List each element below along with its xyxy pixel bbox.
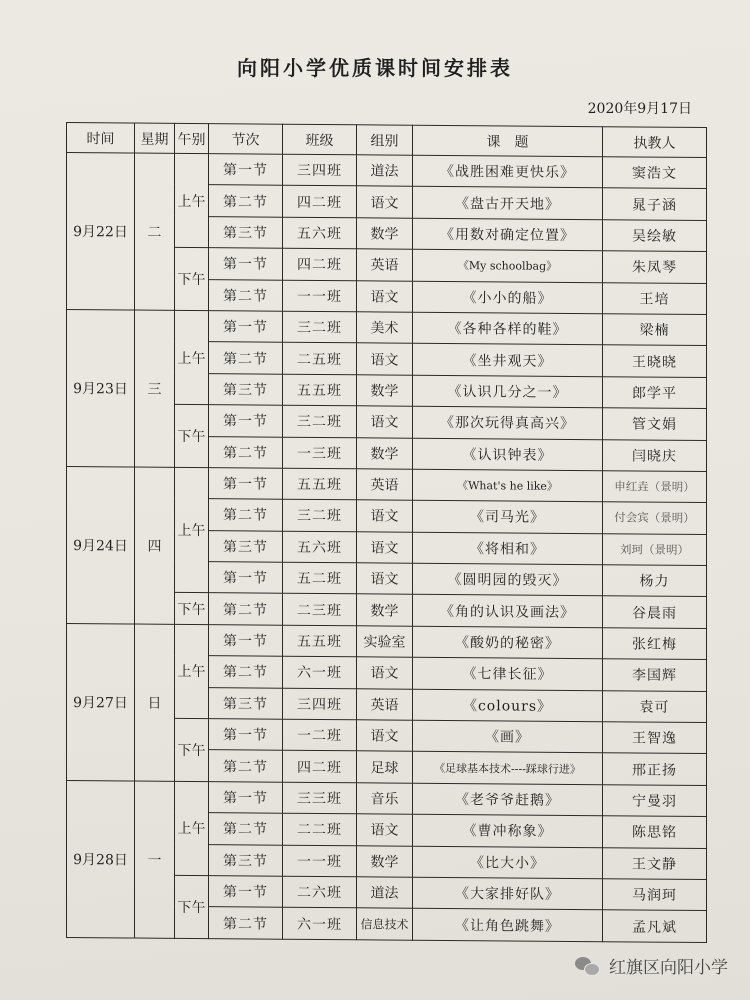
teacher-cell: 李国辉 xyxy=(603,659,707,691)
header-time: 时间 xyxy=(67,123,135,154)
table-row xyxy=(67,623,707,659)
group-cell: 语文 xyxy=(357,563,413,595)
header-period: 节次 xyxy=(209,124,283,155)
teacher-cell: 郎学平 xyxy=(603,376,707,408)
group-cell: 语文 xyxy=(357,280,413,312)
group-cell: 语文 xyxy=(357,500,413,532)
group-cell: 音乐 xyxy=(357,783,413,815)
class-cell: 四二班 xyxy=(283,248,357,280)
class-cell: 二三班 xyxy=(283,594,357,626)
class-cell: 一二班 xyxy=(283,719,357,751)
teacher-cell: 刘珂（景明） xyxy=(603,533,707,565)
group-cell: 道法 xyxy=(357,877,413,909)
period-cell: 第二节 xyxy=(209,499,283,531)
period-cell: 第一节 xyxy=(209,468,283,500)
group-cell: 语文 xyxy=(357,657,413,689)
schedule-table xyxy=(66,122,707,943)
date-cell: 9月22日 xyxy=(67,153,135,310)
group-cell: 数学 xyxy=(357,437,413,469)
period-cell: 第三节 xyxy=(209,844,283,876)
date-cell: 9月24日 xyxy=(67,466,135,623)
course-cell: 《各种各样的鞋》 xyxy=(413,312,603,345)
group-cell: 数学 xyxy=(357,375,413,407)
teacher-cell: 申红垚（景明） xyxy=(603,471,707,503)
group-cell: 英语 xyxy=(357,469,413,501)
course-cell: 《圆明园的毁灭》 xyxy=(413,563,603,596)
teacher-cell: 王培 xyxy=(603,282,707,314)
group-cell: 英语 xyxy=(357,688,413,720)
class-cell: 三四班 xyxy=(283,688,357,720)
course-cell: 《足球基本技术----踩球行进》 xyxy=(413,752,603,785)
course-cell: 《曹冲称象》 xyxy=(413,814,603,847)
class-cell: 二六班 xyxy=(283,876,357,908)
teacher-cell: 宁曼羽 xyxy=(603,785,707,817)
class-cell: 五二班 xyxy=(283,562,357,594)
period-cell: 第二节 xyxy=(209,813,283,845)
weekday-cell: 日 xyxy=(135,624,175,781)
date-cell: 9月23日 xyxy=(67,309,135,466)
class-cell: 一一班 xyxy=(283,280,357,312)
period-cell: 第一节 xyxy=(209,562,283,594)
table-row xyxy=(67,466,707,502)
teacher-cell: 王文静 xyxy=(603,847,707,879)
class-cell: 一一班 xyxy=(283,845,357,877)
period-cell: 第三节 xyxy=(209,530,283,562)
class-cell: 五五班 xyxy=(283,468,357,500)
header-weekday: 星期 xyxy=(135,123,175,153)
course-cell: 《让角色跳舞》 xyxy=(413,909,603,942)
period-cell: 第一节 xyxy=(209,624,283,656)
teacher-cell: 孟凡斌 xyxy=(603,910,707,942)
class-cell: 五六班 xyxy=(283,217,357,249)
group-cell: 道法 xyxy=(357,155,413,187)
period-cell: 第三节 xyxy=(209,216,283,248)
course-cell: 《角的认识及画法》 xyxy=(413,595,603,628)
course-cell: 《用数对确定位置》 xyxy=(413,218,603,251)
course-cell: 《认识几分之一》 xyxy=(413,375,603,408)
class-cell: 三三班 xyxy=(283,782,357,814)
group-cell: 数学 xyxy=(357,594,413,626)
watermark-text: 红旗区向阳小学 xyxy=(609,958,728,978)
wechat-icon xyxy=(575,955,601,977)
teacher-cell: 付会宾（景明） xyxy=(603,502,707,534)
course-cell: 《酸奶的秘密》 xyxy=(413,626,603,659)
teacher-cell: 晁子涵 xyxy=(603,188,707,220)
class-cell: 三二班 xyxy=(283,311,357,343)
class-cell: 三二班 xyxy=(283,499,357,531)
class-cell: 四二班 xyxy=(283,186,357,218)
course-cell: 《坐井观天》 xyxy=(413,344,603,377)
table-row xyxy=(67,309,707,345)
group-cell: 信息技术 xyxy=(357,908,413,940)
group-cell: 语文 xyxy=(357,814,413,846)
half-day-cell: 上午 xyxy=(175,467,209,593)
half-day-cell: 下午 xyxy=(175,593,209,625)
header-group: 组别 xyxy=(357,125,413,155)
period-cell: 第二节 xyxy=(209,907,283,939)
weekday-cell: 一 xyxy=(135,781,175,938)
group-cell: 美术 xyxy=(357,312,413,344)
period-cell: 第二节 xyxy=(209,185,283,217)
period-cell: 第一节 xyxy=(209,311,283,343)
half-day-cell: 下午 xyxy=(175,875,209,938)
teacher-cell: 袁可 xyxy=(603,690,707,722)
group-cell: 足球 xyxy=(357,751,413,783)
group-cell: 语文 xyxy=(357,343,413,375)
header-course: 课 题 xyxy=(413,125,603,156)
course-cell: 《My schoolbag》 xyxy=(413,249,603,282)
class-cell: 三四班 xyxy=(283,154,357,186)
header-teacher: 执教人 xyxy=(603,127,707,158)
teacher-cell: 王晓晓 xyxy=(603,345,707,377)
class-cell: 五六班 xyxy=(283,531,357,563)
class-cell: 一三班 xyxy=(283,437,357,469)
course-cell: 《What's he like》 xyxy=(413,469,603,502)
course-cell: 《那次玩得真高兴》 xyxy=(413,406,603,439)
teacher-cell: 闫晓庆 xyxy=(603,439,707,471)
course-cell: 《将相和》 xyxy=(413,532,603,565)
period-cell: 第一节 xyxy=(209,781,283,813)
half-day-cell: 下午 xyxy=(175,404,209,467)
teacher-cell: 王智逸 xyxy=(603,722,707,754)
half-day-cell: 下午 xyxy=(175,248,209,311)
course-cell: 《比大小》 xyxy=(413,846,603,879)
course-cell: 《战胜困难更快乐》 xyxy=(413,155,603,188)
teacher-cell: 张红梅 xyxy=(603,628,707,660)
period-cell: 第二节 xyxy=(209,593,283,625)
group-cell: 英语 xyxy=(357,249,413,281)
class-cell: 三二班 xyxy=(283,405,357,437)
half-day-cell: 上午 xyxy=(175,310,209,404)
date-cell: 9月28日 xyxy=(67,780,135,937)
period-cell: 第二节 xyxy=(209,750,283,782)
course-cell: 《司马光》 xyxy=(413,501,603,534)
weekday-cell: 三 xyxy=(135,310,175,467)
teacher-cell: 梁楠 xyxy=(603,314,707,346)
course-cell: 《大家排好队》 xyxy=(413,877,603,910)
half-day-cell: 上午 xyxy=(175,624,209,718)
group-cell: 数学 xyxy=(357,845,413,877)
class-cell: 四二班 xyxy=(283,751,357,783)
page-title: 向阳小学优质课时间安排表 xyxy=(237,56,513,80)
teacher-cell: 谷晨雨 xyxy=(603,596,707,628)
date-cell: 9月27日 xyxy=(67,623,135,780)
group-cell: 语文 xyxy=(357,531,413,563)
period-cell: 第一节 xyxy=(209,154,283,186)
half-day-cell: 上午 xyxy=(175,781,209,875)
course-cell: 《盘古开天地》 xyxy=(413,187,603,220)
period-cell: 第二节 xyxy=(209,656,283,688)
group-cell: 实验室 xyxy=(357,626,413,658)
teacher-cell: 邢正扬 xyxy=(603,753,707,785)
course-cell: 《老爷爷赶鹅》 xyxy=(413,783,603,816)
period-cell: 第一节 xyxy=(209,405,283,437)
teacher-cell: 杨力 xyxy=(603,565,707,597)
document-date: 2020年9月17日 xyxy=(587,101,692,117)
period-cell: 第三节 xyxy=(209,373,283,405)
teacher-cell: 窦浩文 xyxy=(603,157,707,189)
table-row xyxy=(67,780,707,816)
table-row xyxy=(67,153,707,189)
weekday-cell: 四 xyxy=(135,467,175,624)
header-half: 午别 xyxy=(175,123,209,153)
class-cell: 六一班 xyxy=(283,908,357,940)
period-cell: 第一节 xyxy=(209,876,283,908)
period-cell: 第一节 xyxy=(209,719,283,751)
half-day-cell: 上午 xyxy=(175,153,209,247)
group-cell: 数学 xyxy=(357,218,413,250)
period-cell: 第三节 xyxy=(209,687,283,719)
course-cell: 《认识钟表》 xyxy=(413,438,603,471)
class-cell: 二二班 xyxy=(283,813,357,845)
course-cell: 《colours》 xyxy=(413,689,603,722)
teacher-cell: 吴绘敏 xyxy=(603,219,707,251)
group-cell: 语文 xyxy=(357,186,413,218)
header-class: 班级 xyxy=(283,124,357,155)
period-cell: 第二节 xyxy=(209,342,283,374)
teacher-cell: 马润珂 xyxy=(603,879,707,911)
course-cell: 《小小的船》 xyxy=(413,281,603,314)
period-cell: 第一节 xyxy=(209,248,283,280)
half-day-cell: 下午 xyxy=(175,718,209,781)
period-cell: 第二节 xyxy=(209,436,283,468)
watermark xyxy=(575,953,728,978)
group-cell: 语文 xyxy=(357,406,413,438)
class-cell: 五五班 xyxy=(283,625,357,657)
class-cell: 二五班 xyxy=(283,343,357,375)
teacher-cell: 管文娟 xyxy=(603,408,707,440)
class-cell: 五五班 xyxy=(283,374,357,406)
group-cell: 语文 xyxy=(357,720,413,752)
period-cell: 第二节 xyxy=(209,279,283,311)
course-cell: 《七律长征》 xyxy=(413,657,603,690)
weekday-cell: 二 xyxy=(135,153,175,310)
schedule-body xyxy=(67,153,707,943)
class-cell: 六一班 xyxy=(283,656,357,688)
teacher-cell: 陈思铭 xyxy=(603,816,707,848)
teacher-cell: 朱凤琴 xyxy=(603,251,707,283)
course-cell: 《画》 xyxy=(413,720,603,753)
